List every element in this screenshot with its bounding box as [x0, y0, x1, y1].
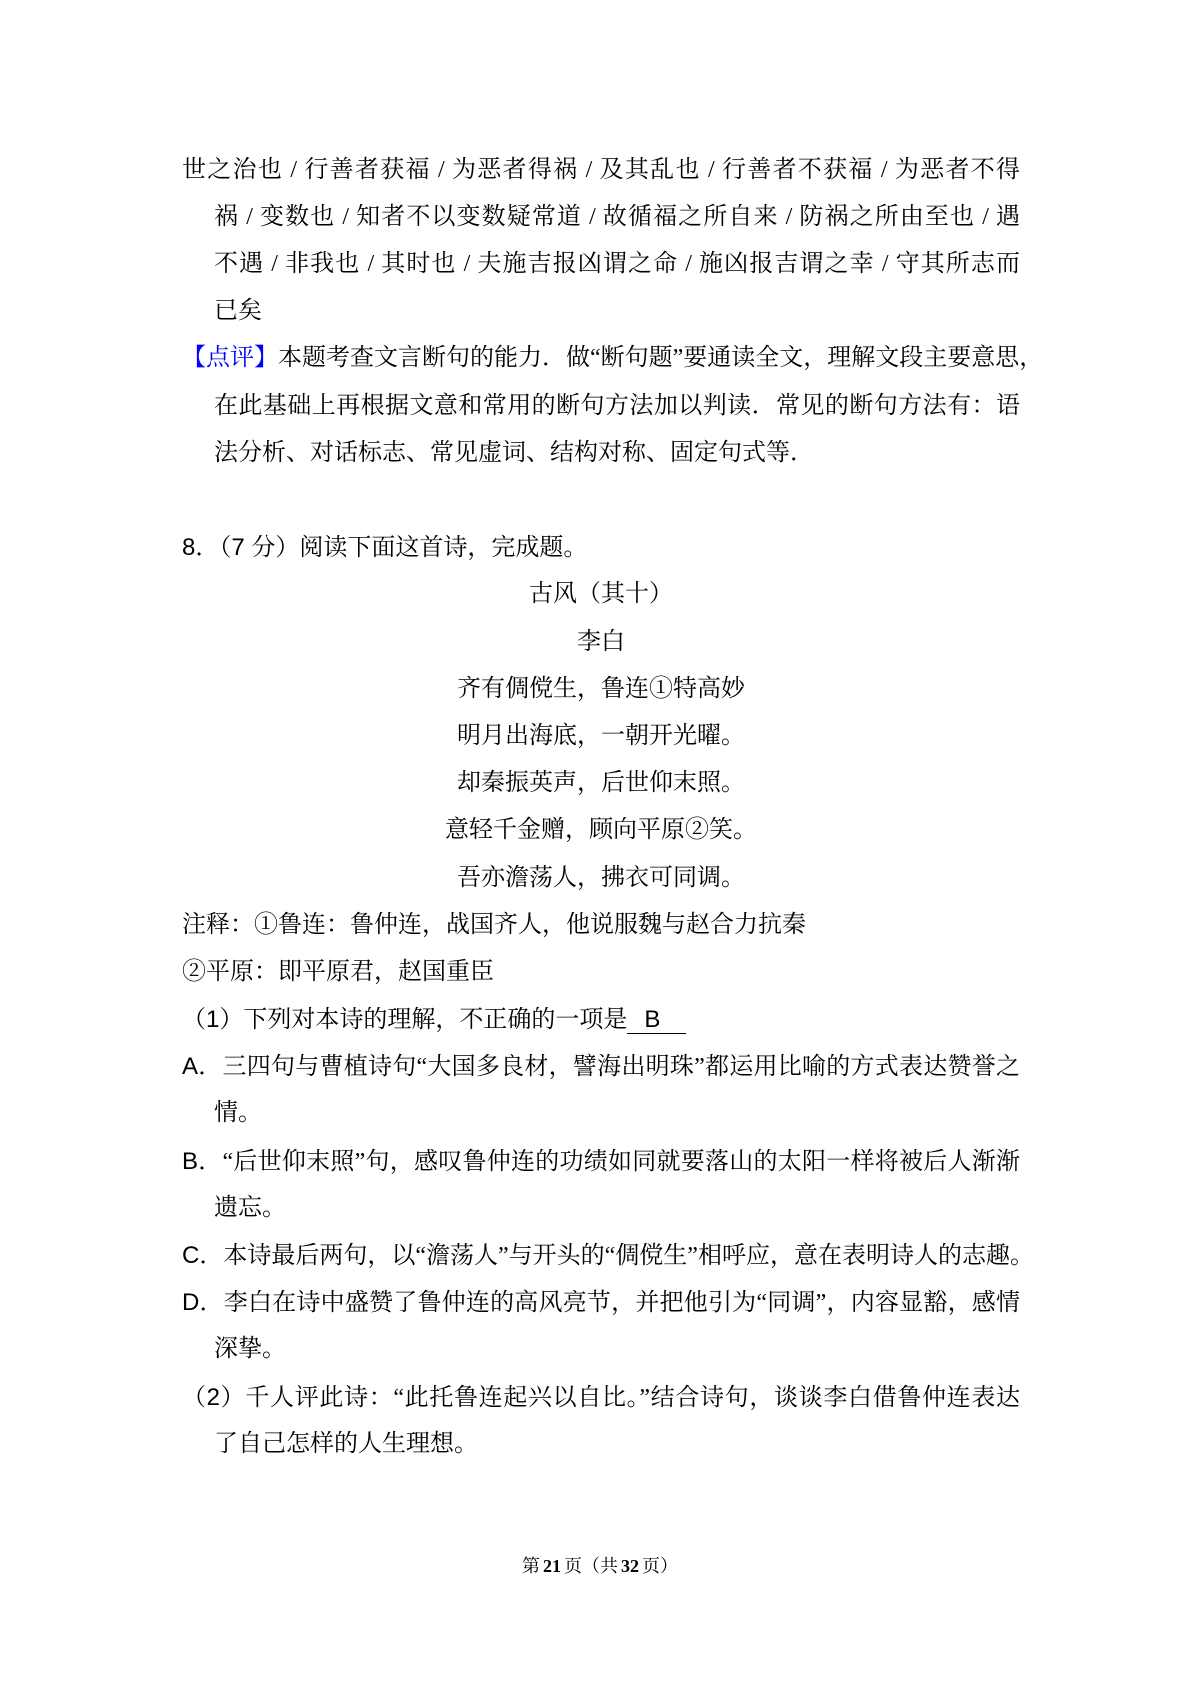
answer-paragraph — [182, 147, 1020, 336]
footer-prefix: 第 — [522, 1556, 540, 1576]
comment-text: 本题考查文言断句的能力．做“断句题”要通读全文，理解文段主要意思， — [278, 345, 1044, 372]
poem-line: 意轻千金赠，顾向平原②笑。 — [445, 817, 757, 844]
option-a — [182, 1043, 1020, 1137]
comment-line: 法分析、对话标志、常见虚词、结构对称、固定句式等． — [214, 439, 814, 466]
page-content — [182, 147, 1044, 1468]
poem-line: 却秦振英声，后世仰末照。 — [457, 770, 745, 797]
sub-question-2 — [182, 1374, 1020, 1468]
option-text: 三四句与曹植诗句“大国多良材，譬海出明珠”都运用比喻的方式表达赞誉之 — [222, 1054, 1020, 1081]
sub-question-stem — [182, 1374, 1020, 1421]
answer-blank: B — [627, 1007, 686, 1034]
total-pages-number: 32 — [621, 1556, 639, 1576]
option-label: C． — [182, 1242, 224, 1269]
note-line: 注释：①鲁连：鲁仲连，战国齐人，他说服魏与赵合力抗秦 — [182, 911, 806, 938]
blank-line — [182, 477, 1020, 524]
question-number: 8． — [182, 534, 220, 562]
sub-question-number: （1） — [182, 1006, 244, 1034]
answer-line: 世之治也 / 行善者获福 / 为恶者得祸 / 及其乱也 / 行善者不获福 / 为恶者不得 — [182, 156, 1020, 183]
option-c — [182, 1232, 1034, 1279]
note-line: ②平原：即平原君，赵国重臣 — [182, 958, 494, 985]
comment-line — [182, 335, 1044, 382]
option-text: “后世仰末照”句，感叹鲁仲连的功绩如同就要落山的太阳一样将被后人渐渐 — [222, 1148, 1020, 1175]
option-line: 情。 — [214, 1100, 262, 1127]
poem-notes — [182, 902, 1020, 996]
option-line: 遗忘。 — [214, 1194, 286, 1221]
option-line — [182, 1232, 1034, 1279]
sub-question-number: （2） — [182, 1383, 246, 1411]
comment-tag: 【点评】 — [182, 345, 278, 372]
comment-line: 在此基础上再根据文意和常用的断句方法加以判读．常见的断句方法有：语 — [214, 392, 1020, 419]
poem-author: 李白 — [577, 628, 625, 655]
comment-paragraph — [182, 335, 1044, 477]
option-b — [182, 1138, 1020, 1232]
option-text: 李白在诗中盛赞了鲁仲连的高风亮节，并把他引为“同调”，内容显豁，感情 — [223, 1290, 1020, 1317]
option-line: 深挚。 — [214, 1336, 286, 1363]
option-text: 本诗最后两句，以“澹荡人”与开头的“倜傥生”相呼应，意在表明诗人的志趣。 — [223, 1243, 1034, 1269]
poem-line: 吾亦澹荡人，拂衣可同调。 — [457, 864, 745, 891]
option-label: B． — [182, 1147, 223, 1175]
poem — [182, 571, 1020, 901]
option-line — [182, 1279, 1020, 1326]
question-score: （7 分） — [219, 534, 300, 562]
poem-line: 齐有倜傥生，鲁连①特高妙 — [457, 675, 745, 702]
footer-middle: 页（共 — [564, 1556, 618, 1576]
option-label: D． — [182, 1289, 224, 1317]
page-footer — [0, 1552, 1200, 1580]
sub-question-text: 千人评此诗：“此托鲁连起兴以自比。”结合诗句，谈谈李白借鲁仲连表达 — [245, 1384, 1020, 1411]
option-line — [182, 1138, 1020, 1185]
sub-question-line: 了自己怎样的人生理想。 — [214, 1430, 478, 1457]
question-heading — [182, 524, 1020, 571]
sub-question-1 — [182, 996, 1034, 1374]
answer-line: 祸 / 变数也 / 知者不以变数疑常道 / 故循福之所自来 / 防祸之所由至也 / 遇 — [214, 203, 1020, 230]
sub-question-stem — [182, 996, 1020, 1043]
option-line — [182, 1043, 1020, 1090]
option-label: A． — [182, 1053, 223, 1081]
poem-line: 明月出海底，一朝开光曜。 — [457, 722, 745, 749]
sub-question-text: 下列对本诗的理解，不正确的一项是 — [243, 1007, 628, 1034]
footer-suffix: 页） — [642, 1556, 678, 1576]
question-prompt: 阅读下面这首诗，完成题。 — [299, 535, 588, 562]
answer-line: 不遇 / 非我也 / 其时也 / 夫施吉报凶谓之命 / 施凶报吉谓之幸 / 守其所志而 — [214, 251, 1020, 278]
poem-title: 古风（其十） — [529, 581, 673, 608]
answer-line: 已矣 — [214, 298, 262, 325]
current-page-number: 21 — [543, 1556, 561, 1576]
option-d — [182, 1279, 1020, 1373]
